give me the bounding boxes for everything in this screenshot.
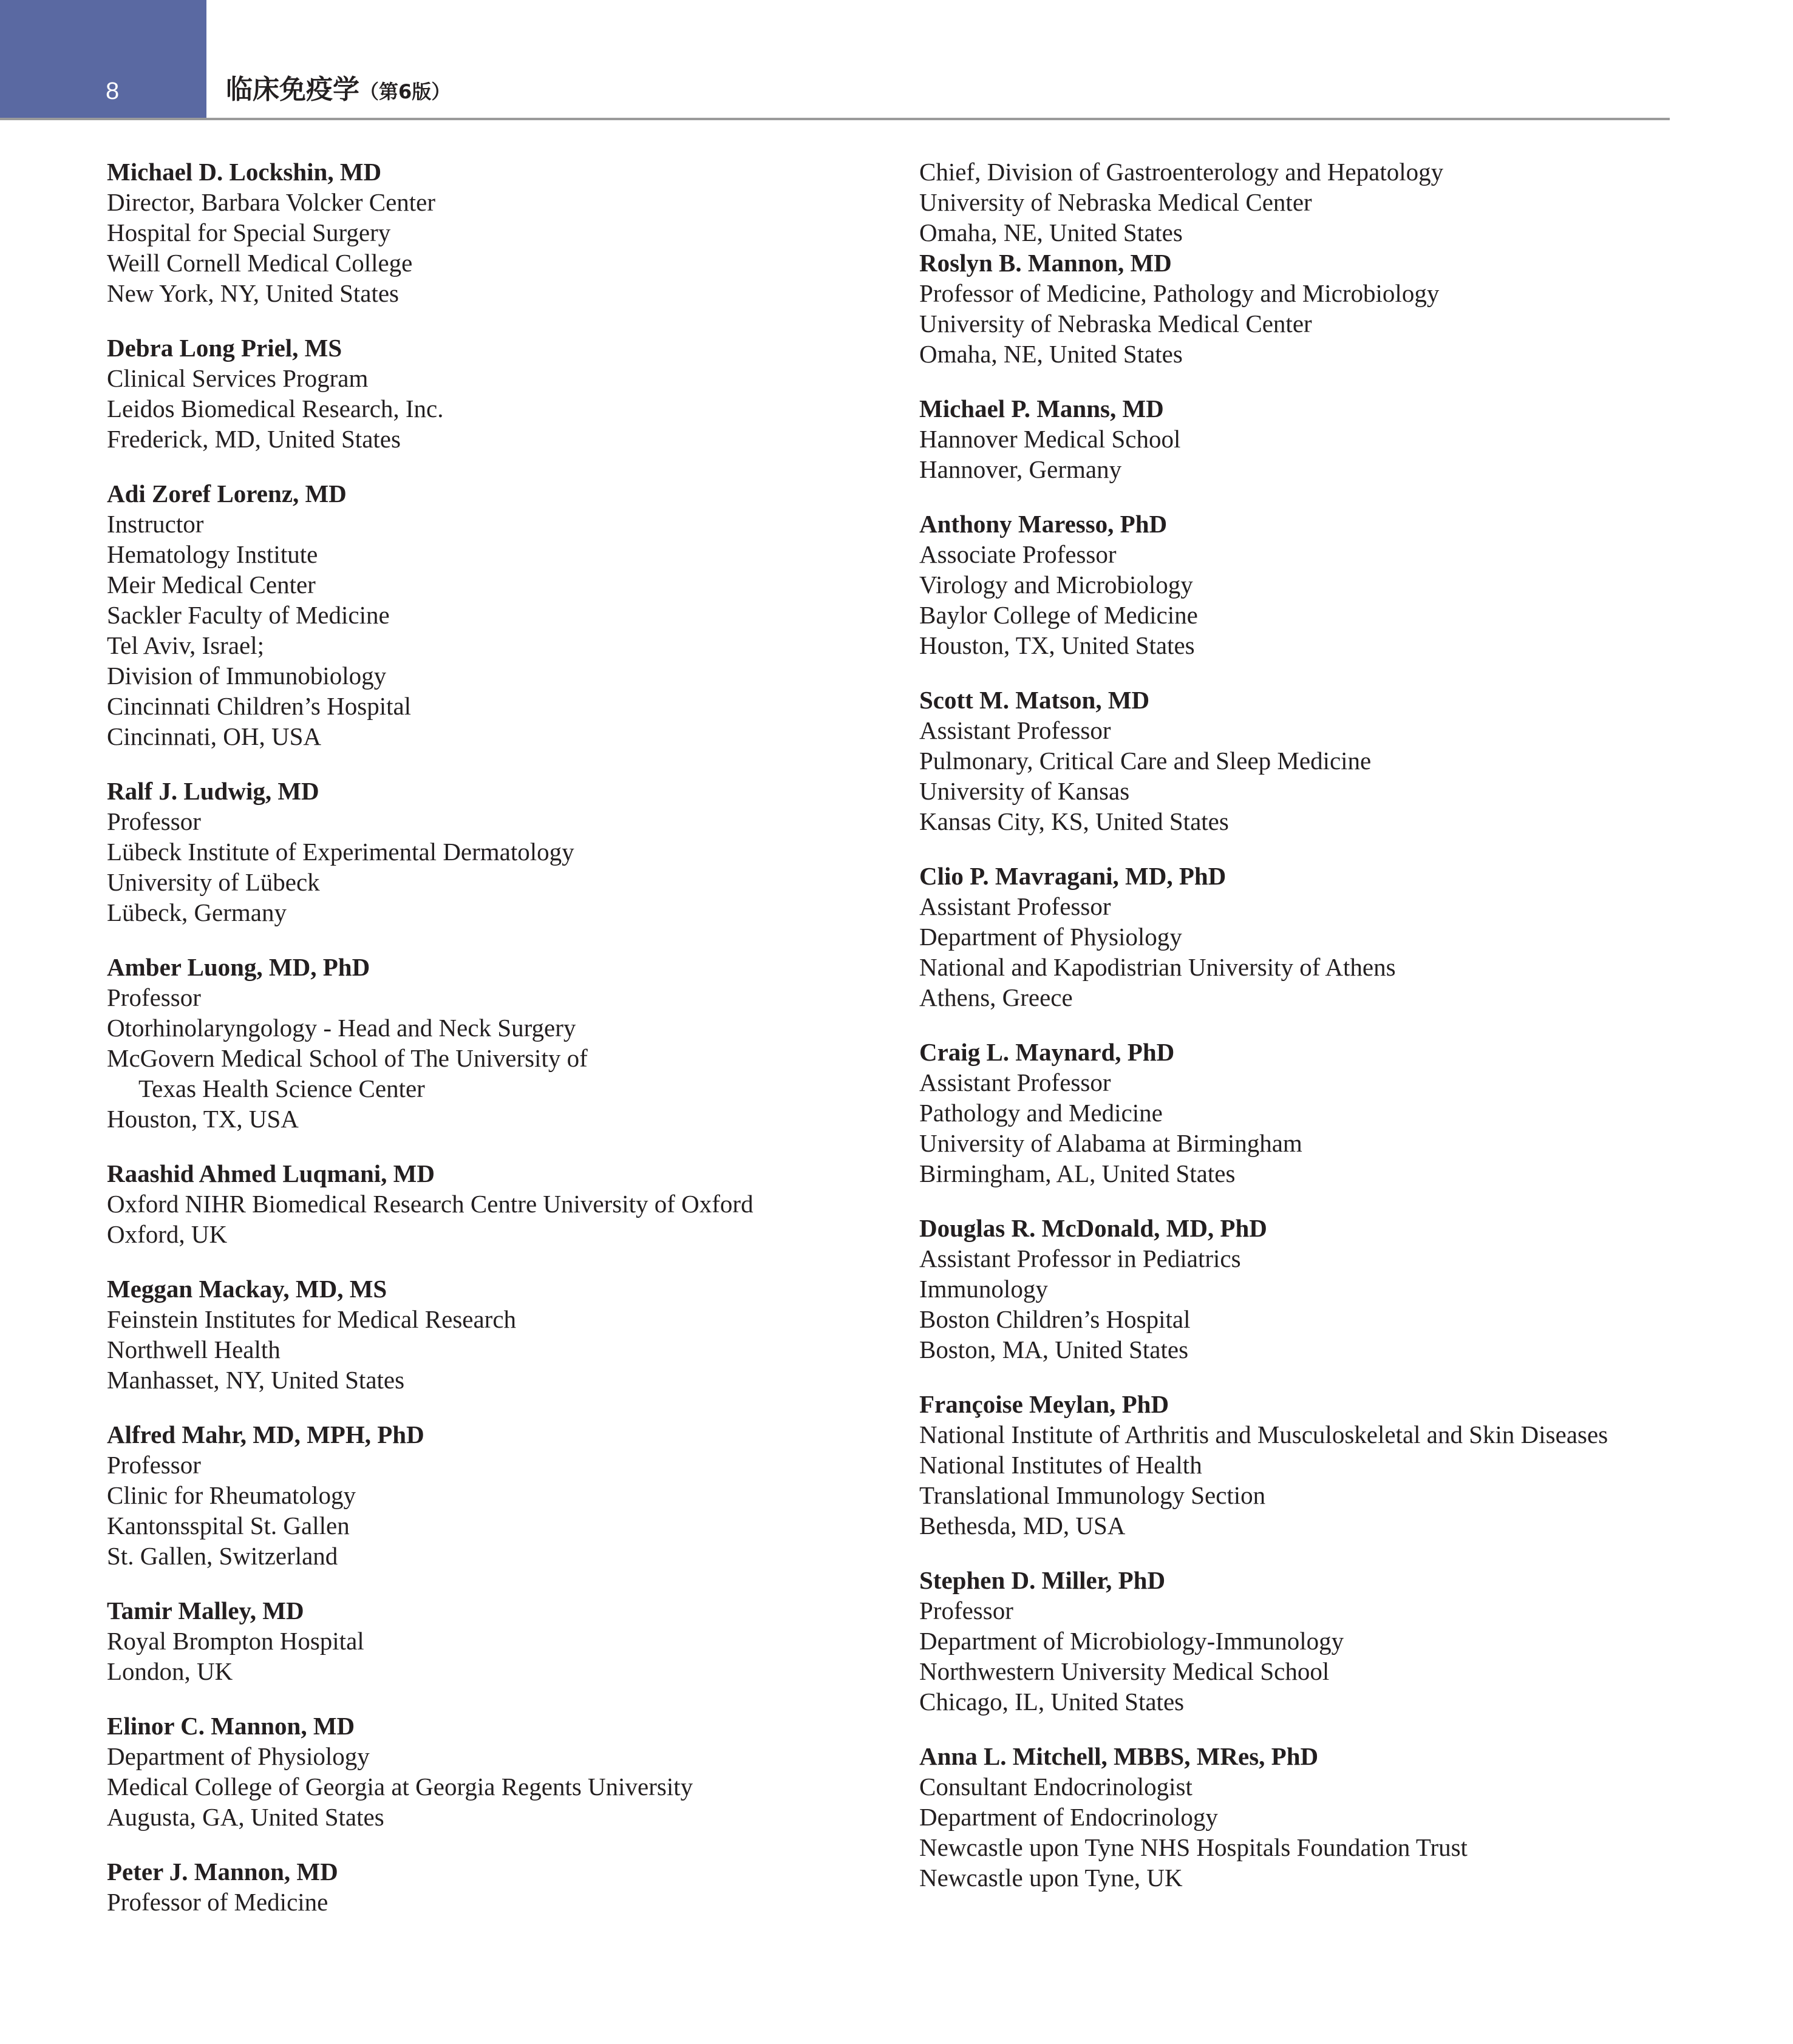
- affiliation-line: McGovern Medical School of The University of: [107, 1044, 588, 1072]
- contributor-entry: [107, 157, 854, 308]
- affiliation-line: Hannover Medical School: [919, 425, 1181, 453]
- affiliation-line: Clinic for Rheumatology: [107, 1481, 356, 1509]
- contributor-name: Roslyn B. Mannon, MD: [919, 249, 1172, 277]
- contributor-name: Michael D. Lockshin, MD: [107, 158, 382, 186]
- affiliation-line: National Institutes of Health: [919, 1451, 1202, 1479]
- contributor-name: Meggan Mackay, MD, MS: [107, 1275, 387, 1303]
- affiliation-line: Professor of Medicine, Pathology and Microbiology: [919, 279, 1440, 307]
- affiliation-line: Tel Aviv, Israel;: [107, 631, 264, 659]
- affiliation-line: Boston Children’s Hospital: [919, 1305, 1191, 1333]
- affiliation-line: National Institute of Arthritis and Musculoskeletal and Skin Diseases: [919, 1421, 1608, 1448]
- affiliation-line: Royal Brompton Hospital: [107, 1627, 364, 1655]
- affiliation-line: Pathology and Medicine: [919, 1099, 1163, 1127]
- affiliation-line: University of Alabama at Birmingham: [919, 1129, 1302, 1157]
- contributor-entry: [107, 1419, 854, 1571]
- affiliation-line: Baylor College of Medicine: [919, 601, 1198, 629]
- affiliation-line: Medical College of Georgia at Georgia Regents University: [107, 1773, 693, 1801]
- affiliation-line: Clinical Services Program: [107, 364, 369, 392]
- contributor-name: Ralf J. Ludwig, MD: [107, 777, 319, 805]
- affiliation-line: Birmingham, AL, United States: [919, 1160, 1236, 1187]
- affiliation-line: Newcastle upon Tyne NHS Hospitals Foundation Trust: [919, 1833, 1468, 1861]
- affiliation-line: Athens, Greece: [919, 983, 1073, 1011]
- affiliation-line: Professor: [107, 983, 201, 1011]
- left-column: [107, 157, 854, 1941]
- affiliation-line: Professor: [919, 1597, 1013, 1625]
- book-edition: （第6版）: [359, 80, 451, 103]
- contributor-name: Adi Zoref Lorenz, MD: [107, 480, 347, 508]
- affiliation-line: St. Gallen, Switzerland: [107, 1542, 338, 1570]
- affiliation-line: Newcastle upon Tyne, UK: [919, 1864, 1183, 1892]
- running-header-title: [226, 72, 451, 110]
- affiliation-line: Kansas City, KS, United States: [919, 807, 1229, 835]
- header-color-block: [0, 0, 206, 119]
- affiliation-line: Immunology: [919, 1275, 1048, 1303]
- contributor-entry: [107, 1856, 854, 1917]
- affiliation-line: Lübeck Institute of Experimental Dermatology: [107, 838, 574, 866]
- affiliation-line: Professor: [107, 1451, 201, 1479]
- affiliation-line: Houston, TX, USA: [107, 1105, 299, 1133]
- contributor-entry: [919, 1741, 1666, 1893]
- contributor-name: Alfred Mahr, MD, MPH, PhD: [107, 1421, 424, 1448]
- affiliation-line: Instructor: [107, 510, 204, 538]
- contributor-entry: [107, 1274, 854, 1395]
- affiliation-line: Northwell Health: [107, 1336, 281, 1363]
- contributor-name: Clio P. Mavragani, MD, PhD: [919, 862, 1227, 890]
- affiliation-line: Cincinnati Children’s Hospital: [107, 692, 412, 720]
- contributor-entry: [919, 248, 1666, 369]
- contributor-entry: [919, 509, 1666, 660]
- affiliation-line: Director, Barbara Volcker Center: [107, 188, 436, 216]
- affiliation-line: Hospital for Special Surgery: [107, 219, 391, 246]
- contributor-name: Stephen D. Miller, PhD: [919, 1566, 1166, 1594]
- contributor-name: Françoise Meylan, PhD: [919, 1390, 1169, 1418]
- contributor-name: Raashid Ahmed Luqmani, MD: [107, 1160, 435, 1187]
- affiliation-line: Cincinnati, OH, USA: [107, 722, 322, 750]
- affiliation-line: Division of Immunobiology: [107, 662, 387, 690]
- affiliation-line: Texas Health Science Center: [138, 1075, 425, 1102]
- affiliation-line: New York, NY, United States: [107, 279, 400, 307]
- affiliation-line: London, UK: [107, 1657, 233, 1685]
- contributor-entry: [107, 1158, 854, 1249]
- header-divider: [0, 118, 1670, 120]
- affiliation-line: Professor of Medicine: [107, 1888, 328, 1916]
- contributor-entry: [107, 333, 854, 454]
- contributor-entry: [919, 393, 1666, 484]
- affiliation-line: Augusta, GA, United States: [107, 1803, 384, 1831]
- contributor-name: Douglas R. McDonald, MD, PhD: [919, 1214, 1267, 1242]
- affiliation-line: Chicago, IL, United States: [919, 1688, 1185, 1716]
- contributor-entry: [107, 478, 854, 752]
- affiliation-line: Frederick, MD, United States: [107, 425, 401, 453]
- right-column: [919, 157, 1666, 1917]
- contributor-entry-continued: [919, 157, 1666, 248]
- contributor-name: Tamir Malley, MD: [107, 1597, 304, 1625]
- affiliation-line: Kantonsspital St. Gallen: [107, 1512, 350, 1540]
- page-number: 8: [106, 78, 120, 104]
- affiliation-line: Weill Cornell Medical College: [107, 249, 413, 277]
- affiliation-line: Assistant Professor: [919, 716, 1111, 744]
- contributor-name: Amber Luong, MD, PhD: [107, 953, 370, 981]
- contributor-entry: [919, 685, 1666, 837]
- affiliation-line: Bethesda, MD, USA: [919, 1512, 1126, 1540]
- affiliation-line: Otorhinolaryngology - Head and Neck Surgery: [107, 1014, 576, 1042]
- contributor-entry: [919, 1037, 1666, 1189]
- affiliation-line: Consultant Endocrinologist: [919, 1773, 1192, 1801]
- affiliation-line: Virology and Microbiology: [919, 571, 1193, 599]
- affiliation-line: Feinstein Institutes for Medical Research: [107, 1305, 517, 1333]
- affiliation-line: Hematology Institute: [107, 540, 318, 568]
- contributor-entry: [919, 1565, 1666, 1717]
- affiliation-line: Boston, MA, United States: [919, 1336, 1189, 1363]
- affiliation-line: Department of Physiology: [919, 923, 1182, 951]
- contributor-entry: [107, 952, 854, 1134]
- contributor-entry: [107, 1595, 854, 1686]
- affiliation-line: University of Nebraska Medical Center: [919, 310, 1312, 338]
- affiliation-line: Meir Medical Center: [107, 571, 316, 599]
- affiliation-line: Omaha, NE, United States: [919, 219, 1183, 246]
- contributor-entry: [107, 776, 854, 928]
- contributor-name: Anna L. Mitchell, MBBS, MRes, PhD: [919, 1742, 1319, 1770]
- affiliation-line: Department of Physiology: [107, 1742, 370, 1770]
- contributor-name: Debra Long Priel, MS: [107, 334, 342, 362]
- affiliation-line: Professor: [107, 807, 201, 835]
- affiliation-line: Sackler Faculty of Medicine: [107, 601, 390, 629]
- contributor-entry: [919, 1213, 1666, 1365]
- affiliation-line: University of Kansas: [919, 777, 1130, 805]
- contributor-entry: [107, 1711, 854, 1832]
- contributor-name: Anthony Maresso, PhD: [919, 510, 1168, 538]
- affiliation-line: Associate Professor: [919, 540, 1117, 568]
- affiliation-line: National and Kapodistrian University of Athens: [919, 953, 1396, 981]
- affiliation-line: Assistant Professor: [919, 892, 1111, 920]
- contributor-name: Elinor C. Mannon, MD: [107, 1712, 355, 1740]
- book-title: 临床免疫学: [226, 74, 359, 105]
- contributor-entry: [919, 861, 1666, 1013]
- affiliation-line: Lübeck, Germany: [107, 898, 287, 926]
- affiliation-line: Manhasset, NY, United States: [107, 1366, 405, 1394]
- contributor-name: Craig L. Maynard, PhD: [919, 1038, 1175, 1066]
- affiliation-line: Assistant Professor in Pediatrics: [919, 1244, 1241, 1272]
- affiliation-line: University of Nebraska Medical Center: [919, 188, 1312, 216]
- affiliation-line: Department of Microbiology-Immunology: [919, 1627, 1344, 1655]
- affiliation-line: Northwestern University Medical School: [919, 1657, 1330, 1685]
- affiliation-line: Hannover, Germany: [919, 455, 1122, 483]
- contributor-entry: [919, 1389, 1666, 1541]
- affiliation-line: Houston, TX, United States: [919, 631, 1195, 659]
- affiliation-line: Omaha, NE, United States: [919, 340, 1183, 368]
- affiliation-line: Assistant Professor: [919, 1068, 1111, 1096]
- affiliation-line: University of Lübeck: [107, 868, 320, 896]
- contributor-name: Scott M. Matson, MD: [919, 686, 1150, 714]
- contributor-name: Peter J. Mannon, MD: [107, 1858, 338, 1886]
- affiliation-line: Department of Endocrinology: [919, 1803, 1218, 1831]
- contributor-name: Michael P. Manns, MD: [919, 395, 1164, 423]
- affiliation-line: Oxford, UK: [107, 1220, 228, 1248]
- affiliation-line: Pulmonary, Critical Care and Sleep Medicine: [919, 747, 1372, 775]
- affiliation-line: Oxford NIHR Biomedical Research Centre University of Oxford: [107, 1190, 754, 1218]
- affiliation-line: Leidos Biomedical Research, Inc.: [107, 395, 444, 423]
- affiliation-line: Translational Immunology Section: [919, 1481, 1266, 1509]
- affiliation-line: Chief, Division of Gastroenterology and Hepatology: [919, 158, 1444, 186]
